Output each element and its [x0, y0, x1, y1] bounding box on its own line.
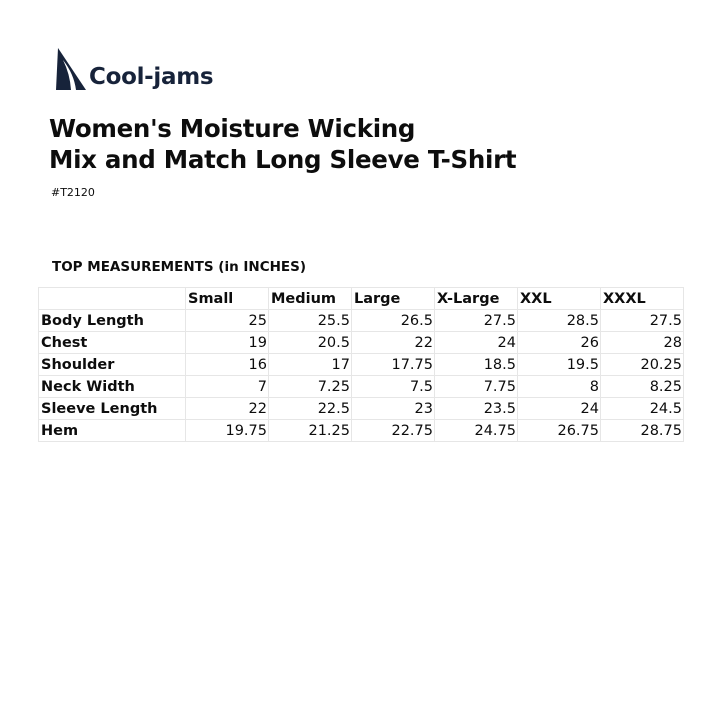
cell-value: 16	[186, 354, 269, 376]
column-header: Medium	[269, 288, 352, 310]
cell-value: 7	[186, 376, 269, 398]
cell-value: 22	[352, 332, 435, 354]
brand-logo	[54, 46, 213, 92]
row-label: Sleeve Length	[39, 398, 186, 420]
section-title: TOP MEASUREMENTS (in INCHES)	[52, 259, 307, 275]
cell-value: 25.5	[269, 310, 352, 332]
product-title	[49, 113, 516, 175]
row-label: Chest	[39, 332, 186, 354]
column-header: Large	[352, 288, 435, 310]
header-corner	[39, 288, 186, 310]
cell-value: 20.25	[601, 354, 684, 376]
cell-value: 24	[435, 332, 518, 354]
cell-value: 7.5	[352, 376, 435, 398]
cell-value: 24.5	[601, 398, 684, 420]
row-label: Body Length	[39, 310, 186, 332]
column-header: XXXL	[601, 288, 684, 310]
cell-value: 8.25	[601, 376, 684, 398]
header-row	[39, 288, 684, 310]
title-line-1: Women's Moisture Wicking	[49, 114, 416, 143]
brand-name: Cool-jams	[89, 64, 214, 90]
cell-value: 19.75	[186, 420, 269, 442]
table-row	[39, 354, 684, 376]
table-row	[39, 332, 684, 354]
cell-value: 27.5	[435, 310, 518, 332]
cell-value: 26.75	[518, 420, 601, 442]
cell-value: 23.5	[435, 398, 518, 420]
row-label: Neck Width	[39, 376, 186, 398]
cell-value: 20.5	[269, 332, 352, 354]
cell-value: 7.75	[435, 376, 518, 398]
sailboat-icon	[54, 46, 88, 92]
row-label: Shoulder	[39, 354, 186, 376]
cell-value: 28	[601, 332, 684, 354]
cell-value: 26	[518, 332, 601, 354]
cell-value: 22.75	[352, 420, 435, 442]
cell-value: 19.5	[518, 354, 601, 376]
table-row	[39, 376, 684, 398]
cell-value: 26.5	[352, 310, 435, 332]
cell-value: 17.75	[352, 354, 435, 376]
cell-value: 24.75	[435, 420, 518, 442]
cell-value: 8	[518, 376, 601, 398]
cell-value: 23	[352, 398, 435, 420]
size-table	[38, 287, 684, 442]
cell-value: 25	[186, 310, 269, 332]
cell-value: 27.5	[601, 310, 684, 332]
column-header: XXL	[518, 288, 601, 310]
column-header: X-Large	[435, 288, 518, 310]
cell-value: 24	[518, 398, 601, 420]
table-row	[39, 398, 684, 420]
cell-value: 22	[186, 398, 269, 420]
cell-value: 28.75	[601, 420, 684, 442]
cell-value: 21.25	[269, 420, 352, 442]
row-label: Hem	[39, 420, 186, 442]
table-row	[39, 310, 684, 332]
cell-value: 22.5	[269, 398, 352, 420]
column-header: Small	[186, 288, 269, 310]
cell-value: 7.25	[269, 376, 352, 398]
product-sku: #T2120	[51, 186, 95, 199]
table-row	[39, 420, 684, 442]
cell-value: 28.5	[518, 310, 601, 332]
cell-value: 18.5	[435, 354, 518, 376]
cell-value: 19	[186, 332, 269, 354]
cell-value: 17	[269, 354, 352, 376]
title-line-2: Mix and Match Long Sleeve T-Shirt	[49, 145, 517, 174]
